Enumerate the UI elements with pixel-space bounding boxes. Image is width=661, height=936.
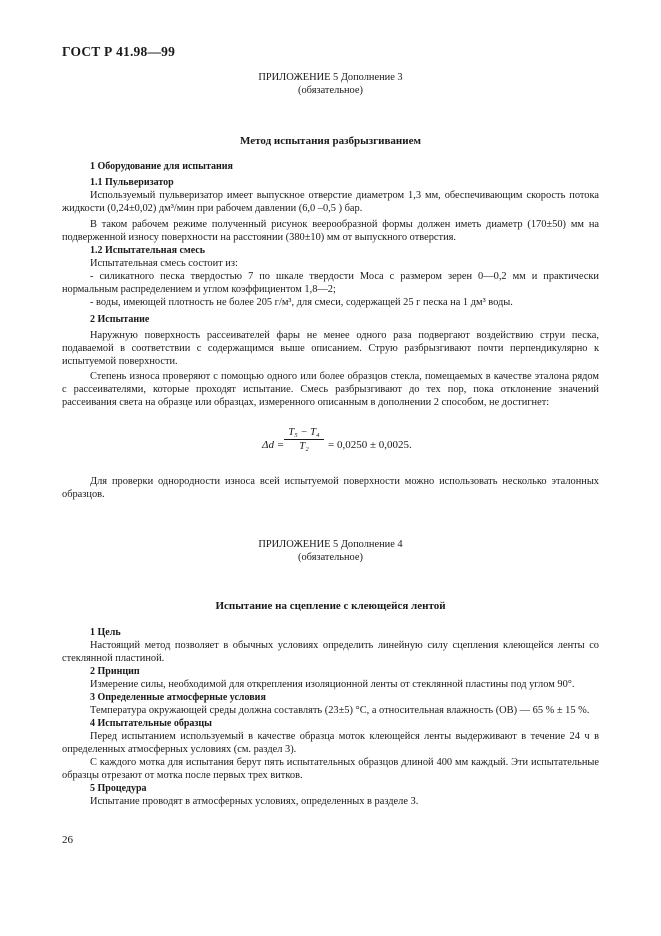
section4-paragraph-6: Испытание проводят в атмосферных условиях, определенных в разделе 3. <box>90 796 419 807</box>
appendix4-heading <box>0 539 661 564</box>
section3-heading-2: 2 Испытание <box>90 314 150 325</box>
appendix3-heading <box>0 72 661 97</box>
section4-heading-2: 2 Принцип <box>90 666 140 677</box>
section4-paragraph-3: Температура окружающей среды должна составлять (23±5) °С, а относительная влажность (ОВ) — 65 % ± 15 %. <box>90 705 590 716</box>
section3-paragraph-5: - воды, имеющей плотность не более 205 г/м³, для смеси, содержащей 25 г песка на 1 дм³ воды. <box>90 297 513 308</box>
section4-body <box>62 626 599 808</box>
section3-paragraph-6: Наружную поверхность рассеивателей фары не менее одного раза подвергают воздействию струи песка, подаваемой в соответствии с содержащимся выше описанием. Струю разбрызгивают почти перпендикулярно к испытуемой поверхности. <box>62 330 599 367</box>
section3-heading-1-2: 1.2 Испытательная смесь <box>90 245 206 256</box>
formula-fraction-bar <box>284 439 324 440</box>
section3-paragraph-4: - силикатного песка твердостью 7 по шкале твердости Моса с размером зерен 0—0,2 мм и практически нормальным распределением и углом коэффициентом 1,8—2; <box>62 271 599 295</box>
appendix3-title: ПРИЛОЖЕНИЕ 5 Дополнение 3 <box>258 72 403 83</box>
section3-title: Метод испытания разбрызгиванием <box>240 135 421 147</box>
section4-heading-5: 5 Процедура <box>90 783 147 794</box>
formula-fraction <box>284 427 324 452</box>
section3-paragraph-7: Степень износа проверяют с помощью одного или более образцов стекла, помещаемых в качестве эталона рядом с рассеивателями, которые проходят испытание. Смесь разбрызгивают до тех пор, пока отклонение значений рассеивания света на образце или образцах, измеренного описанным в дополнении 2 способом, не достигнет: <box>62 371 599 408</box>
page-number: 26 <box>62 834 73 846</box>
section4-heading-3: 3 Определенные атмосферные условия <box>90 692 266 703</box>
section3-paragraph-1: Используемый пульверизатор имеет выпускное отверстие диаметром 1,3 мм, обеспечивающим скорость потока жидкости (0,24±0,02) дм³/мин при рабочем давлении (6,0 –0,5 ) бар. <box>62 190 599 214</box>
appendix4-title: ПРИЛОЖЕНИЕ 5 Дополнение 4 <box>258 539 403 550</box>
section3-body-1 <box>62 160 599 409</box>
section3-heading-1-1: 1.1 Пульверизатор <box>90 177 174 188</box>
formula-lhs: Δd = <box>262 439 285 451</box>
document-code-header: ГОСТ Р 41.98—99 <box>62 44 176 59</box>
appendix3-subtitle: (обязательное) <box>298 84 363 96</box>
section4-paragraph-2: Измерение силы, необходимой для открепления изоляционной ленты от стеклянной пластины под углом 90°. <box>90 679 575 690</box>
wear-formula <box>0 427 661 461</box>
section4-title: Испытание на сцепление с клеющейся лентой <box>215 600 446 612</box>
appendix4-subtitle: (обязательное) <box>298 551 363 563</box>
formula-numerator: T₅ − T₄ <box>288 427 320 438</box>
section3-paragraph-2: В таком рабочем режиме полученный рисунок веерообразной формы должен иметь диаметр (170±50) мм на подверженной износу поверхности на расстоянии (380±10) мм от выпускного отверстия. <box>62 219 599 243</box>
section4-paragraph-1: Настоящий метод позволяет в обычных условиях определить линейную силу сцепления клеющейся ленты со стеклянной пластиной. <box>62 640 599 664</box>
section4-heading-4: 4 Испытательные образцы <box>90 718 212 729</box>
section3-heading-1: 1 Оборудование для испытания <box>90 161 233 172</box>
section4-paragraph-5: С каждого мотка для испытания берут пять испытательных образцов длиной 400 мм каждый. Эти испытательные образцы отрезают от мотка после первых трех витков. <box>62 757 599 781</box>
section4-paragraph-4: Перед испытанием используемый в качестве образца моток клеющейся ленты выдерживают в течение 24 ч в определенных атмосферных условиях (см. раздел 3). <box>62 731 599 755</box>
section3-body-2 <box>62 475 599 501</box>
formula-denominator: T₂ <box>299 441 309 452</box>
section4-heading-1: 1 Цель <box>90 627 121 638</box>
section3-paragraph-8: Для проверки однородности износа всей испытуемой поверхности можно использовать несколько эталонных образцов. <box>62 476 599 500</box>
section3-paragraph-3: Испытательная смесь состоит из: <box>90 258 238 269</box>
formula-rhs: = 0,0250 ± 0,0025. <box>328 439 412 451</box>
